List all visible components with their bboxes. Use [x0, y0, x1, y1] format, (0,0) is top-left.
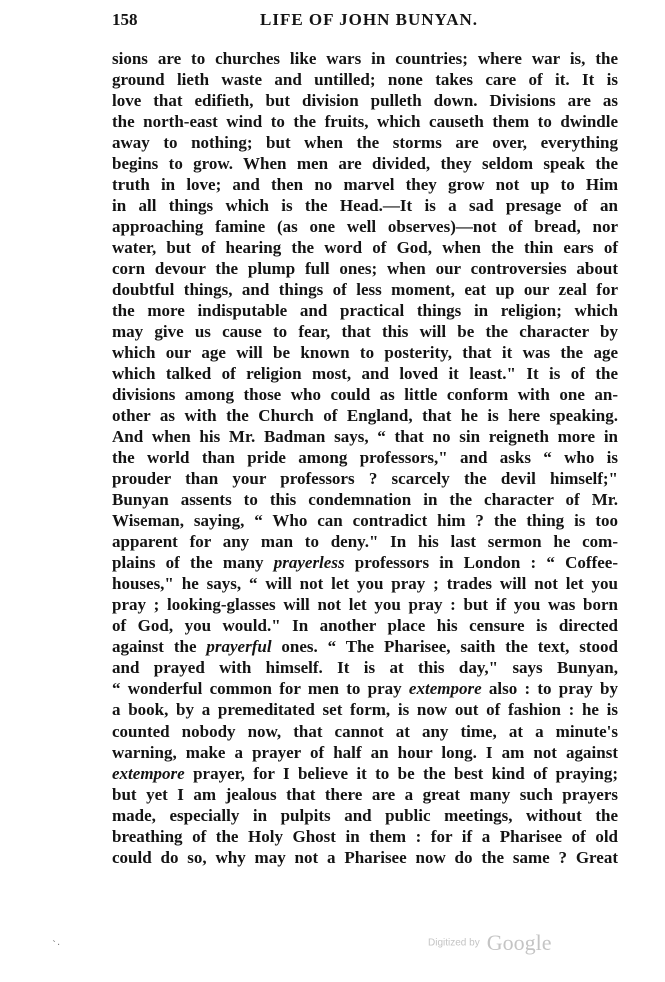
text-segment: water, but of hearing the word of God, when the thin ears of	[112, 238, 618, 258]
italic-word: extempore	[408, 679, 482, 699]
text-line	[112, 742, 618, 763]
google-logo: Google	[486, 930, 552, 955]
text-segment: pray ; looking-glasses will not let you pray : but if you was born	[112, 595, 618, 615]
text-segment: corn devour the plump full ones; when our controversies about	[112, 259, 618, 279]
text-segment: could do so, why may not a Pharisee now do the same ? Great	[112, 847, 618, 867]
text-line	[112, 279, 618, 300]
page-header	[112, 10, 618, 34]
text-line	[112, 699, 618, 720]
text-line	[112, 510, 618, 531]
text-line	[112, 69, 618, 90]
text-line	[112, 489, 618, 510]
text-segment: Bunyan assents to this condemnation in the character of Mr.	[112, 490, 618, 510]
text-segment: but yet I am jealous that there are a great many such prayers	[112, 784, 618, 804]
text-line	[112, 195, 618, 216]
text-segment: breathing of the Holy Ghost in them : for if a Pharisee of old	[112, 826, 618, 846]
text-segment: professors in London : “ Coffee-	[344, 553, 618, 573]
text-segment: the north-east wind to the fruits, which causeth them to dwindle	[112, 112, 618, 132]
text-segment: a book, by a premeditated set form, is now out of fashion : he is	[112, 700, 618, 720]
text-line	[112, 447, 618, 468]
text-segment: approaching famine (as one well observes)—not of bread, nor	[112, 217, 618, 237]
text-segment: divisions among those who could as little conform with one an-	[112, 385, 618, 405]
text-segment: the world than pride among professors," and asks “ who is	[112, 448, 618, 468]
text-line	[112, 48, 618, 69]
page-number: 158	[112, 10, 138, 29]
text-line	[112, 468, 618, 489]
text-line	[112, 805, 618, 826]
text-segment: other as with the Church of England, that he is here speaking.	[112, 406, 618, 426]
text-line	[112, 636, 618, 657]
italic-word: prayerful	[206, 637, 272, 657]
text-line	[112, 721, 618, 742]
text-segment: “ wonderful common for men to pray	[112, 679, 409, 699]
text-line	[112, 552, 618, 573]
text-segment: truth in love; and then no marvel they grow not up to Him	[112, 175, 618, 195]
text-segment: which our age will be known to posterity, that it was the age	[112, 343, 618, 363]
text-segment: sions are to churches like wars in countries; where war is, the	[112, 49, 618, 68]
text-segment: may give us cause to fear, that this will be the character by	[112, 322, 618, 342]
text-line	[112, 573, 618, 594]
italic-word: extempore	[112, 763, 185, 783]
text-segment: of God, you would." In another place his censure is directed	[112, 616, 618, 636]
text-line	[112, 237, 618, 258]
watermark-prefix: Digitized by	[428, 937, 480, 949]
text-line	[112, 90, 618, 111]
text-segment: made, especially in pulpits and public meetings, without the	[112, 805, 618, 825]
text-segment: plains of the many	[112, 553, 274, 573]
text-line	[112, 405, 618, 426]
text-line	[112, 153, 618, 174]
text-segment: doubtful things, and things of less moment, eat up our zeal for	[112, 280, 618, 300]
text-segment: in all things which is the Head.—It is a sad presage of an	[112, 196, 618, 216]
text-line	[112, 111, 618, 132]
italic-word: prayerless	[273, 553, 345, 573]
text-line	[112, 384, 618, 405]
text-line	[112, 847, 618, 868]
text-line	[112, 657, 618, 678]
text-segment: counted nobody now, that cannot at any time, at a minute's	[112, 721, 618, 741]
text-segment: warning, make a prayer of half an hour long. I am not against	[112, 742, 618, 762]
text-line	[112, 594, 618, 615]
text-line	[112, 763, 618, 784]
text-segment: houses," he says, “ will not let you pray ; trades will not let you	[112, 574, 618, 594]
text-segment: ones. “ The Pharisee, saith the text, stood	[271, 637, 618, 657]
text-segment: begins to grow. When men are divided, they seldom speak the	[112, 154, 618, 174]
text-segment: the more indisputable and practical things in religion; which	[112, 301, 618, 321]
text-segment: and prayed with himself. It is at this day," says Bunyan,	[112, 658, 618, 678]
text-segment: away to nothing; but when the storms are over, everything	[112, 133, 618, 153]
stray-ink-mark: `·	[52, 940, 61, 951]
text-line	[112, 342, 618, 363]
text-line	[112, 132, 618, 153]
text-segment: prouder than your professors ? scarcely the devil himself;"	[112, 469, 618, 489]
text-line	[112, 363, 618, 384]
text-segment: against the	[112, 637, 207, 657]
text-line	[112, 321, 618, 342]
text-line	[112, 216, 618, 237]
text-segment: Wiseman, saying, “ Who can contradict him ? the thing is too	[112, 511, 618, 531]
text-line	[112, 826, 618, 847]
text-line	[112, 615, 618, 636]
text-segment: also : to pray by	[481, 679, 618, 699]
text-line	[112, 678, 618, 699]
running-title: LIFE OF JOHN BUNYAN.	[260, 10, 479, 29]
text-segment: ground lieth waste and untilled; none takes care of it. It is	[112, 70, 618, 90]
text-line	[112, 531, 618, 552]
digitized-by-google-watermark	[428, 930, 578, 962]
text-line	[112, 258, 618, 279]
text-segment: love that edifieth, but division pulleth down. Divisions are as	[112, 91, 618, 111]
text-segment: prayer, for I believe it to be the best kind of praying;	[184, 763, 618, 783]
text-segment: And when his Mr. Badman says, “ that no sin reigneth more in	[112, 427, 618, 447]
text-line	[112, 174, 618, 195]
text-segment: apparent for any man to deny." In his last sermon he com-	[112, 532, 618, 552]
text-line	[112, 300, 618, 321]
body-text	[112, 48, 618, 868]
text-segment: which talked of religion most, and loved it least." It is of the	[112, 364, 618, 384]
text-line	[112, 426, 618, 447]
text-line	[112, 784, 618, 805]
